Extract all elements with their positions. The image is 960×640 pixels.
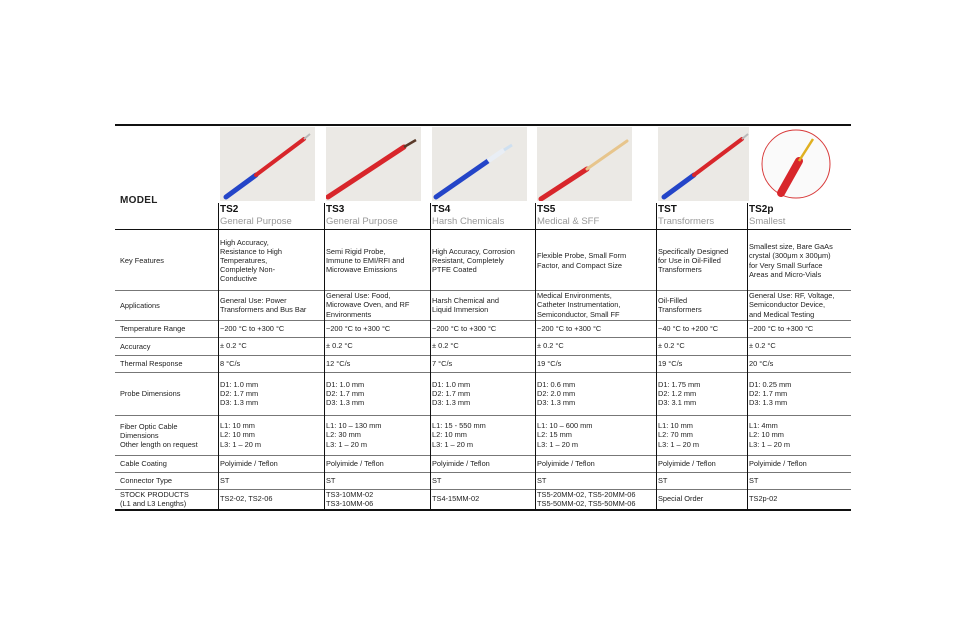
row-label: Cable Coating — [120, 459, 167, 468]
table-cell: High Accuracy, Resistance to High Temperatures, Completely Non- Conductive — [220, 237, 283, 284]
header-rule — [115, 229, 851, 230]
table-cell: ST — [432, 475, 442, 485]
blue-white-probe-icon — [432, 127, 527, 201]
table-cell: Semi Rigid Probe, Immune to EMI/RFI and Microwave Emissions — [326, 246, 405, 275]
red-tan-probe-icon — [537, 127, 632, 201]
row-divider — [115, 355, 851, 356]
red-blue-probe-icon — [220, 127, 315, 201]
row-divider — [115, 415, 851, 416]
row-label: Connector Type — [120, 476, 173, 485]
table-cell: L1: 10 – 130 mm L2: 30 mm L3: 1 – 20 m — [326, 421, 382, 449]
table-bottom-rule — [115, 509, 851, 511]
column-divider — [747, 203, 748, 509]
table-cell: −200 °C to +300 °C — [537, 323, 602, 333]
table-cell: 20 °C/s — [749, 358, 774, 368]
model-header-label: MODEL — [120, 195, 158, 206]
table-cell: TS2p-02 — [749, 494, 778, 504]
table-cell: 7 °C/s — [432, 358, 453, 368]
table-cell: Polyimide / Teflon — [432, 458, 490, 468]
model-subtitle: General Purpose — [220, 216, 292, 227]
table-cell: L1: 10 mm L2: 70 mm L3: 1 – 20 m — [658, 421, 700, 449]
row-label: Accuracy — [120, 341, 151, 351]
table-cell: ST — [326, 475, 336, 485]
model-name: TS3 — [326, 204, 345, 215]
table-cell: ± 0.2 °C — [537, 341, 564, 351]
row-label: Thermal Response — [120, 359, 183, 368]
table-cell: 19 °C/s — [658, 358, 683, 368]
table-cell: L1: 10 – 600 mm L2: 15 mm L3: 1 – 20 m — [537, 421, 593, 449]
model-name: TS4 — [432, 204, 451, 215]
table-cell: TS3-10MM-02 TS3-10MM-06 — [326, 490, 374, 509]
table-cell: L1: 10 mm L2: 10 mm L3: 1 – 20 m — [220, 421, 262, 449]
row-divider — [115, 455, 851, 456]
table-cell: General Use: Food, Microwave Oven, and RF Environments — [326, 291, 410, 319]
table-cell: ± 0.2 °C — [749, 341, 776, 351]
table-cell: Flexible Probe, Small Form Factor, and Compact Size — [537, 251, 627, 270]
row-label: Temperature Range — [120, 324, 186, 333]
column-divider — [656, 203, 657, 509]
table-cell: 19 °C/s — [537, 358, 562, 368]
table-cell: −200 °C to +300 °C — [749, 323, 814, 333]
table-cell: −200 °C to +300 °C — [326, 323, 391, 333]
table-cell: Polyimide / Teflon — [326, 458, 384, 468]
table-cell: ST — [658, 475, 668, 485]
table-cell: D1: 1.0 mm D2: 1.7 mm D3: 1.3 mm — [432, 379, 471, 408]
table-cell: −200 °C to +300 °C — [432, 323, 497, 333]
table-cell: General Use: RF, Voltage, Semiconductor Device, and Medical Testing — [749, 291, 835, 319]
table-cell: Special Order — [658, 494, 704, 504]
red-probe-icon — [326, 127, 421, 201]
model-subtitle: Transformers — [658, 216, 715, 227]
table-cell: ST — [537, 475, 547, 485]
row-divider — [115, 472, 851, 473]
column-divider — [324, 203, 325, 509]
table-cell: ST — [220, 475, 230, 485]
table-cell: L1: 15 - 550 mm L2: 10 mm L3: 1 – 20 m — [432, 421, 486, 449]
table-cell: D1: 1.0 mm D2: 1.7 mm D3: 1.3 mm — [220, 379, 259, 408]
column-divider — [218, 203, 219, 509]
row-divider — [115, 372, 851, 373]
table-cell: High Accuracy, Corrosion Resistant, Completely PTFE Coated — [432, 246, 515, 275]
red-blue-probe-icon — [658, 127, 753, 201]
row-divider — [115, 290, 851, 291]
table-cell: 8 °C/s — [220, 358, 241, 368]
row-label: Key Features — [120, 256, 164, 265]
table-cell: 12 °C/s — [326, 358, 351, 368]
row-divider — [115, 320, 851, 321]
table-cell: TS4-15MM-02 — [432, 494, 480, 504]
table-cell: Polyimide / Teflon — [220, 458, 278, 468]
row-divider — [115, 489, 851, 490]
model-subtitle: Medical & SFF — [537, 216, 600, 227]
model-name: TS2 — [220, 204, 239, 215]
table-cell: TS2-02, TS2-06 — [220, 494, 273, 504]
model-subtitle: General Purpose — [326, 216, 398, 227]
column-divider — [535, 203, 536, 509]
table-cell: D1: 1.75 mm D2: 1.2 mm D3: 3.1 mm — [658, 379, 701, 408]
table-cell: D1: 0.25 mm D2: 1.7 mm D3: 1.3 mm — [749, 379, 792, 408]
table-cell: ± 0.2 °C — [220, 341, 247, 351]
table-cell: Polyimide / Teflon — [537, 458, 595, 468]
table-cell: D1: 0.6 mm D2: 2.0 mm D3: 1.3 mm — [537, 379, 576, 408]
table-cell: Medical Environments, Catheter Instrumentation, Semiconductor, Small FF — [537, 291, 621, 319]
table-cell: Polyimide / Teflon — [749, 458, 807, 468]
table-cell: Harsh Chemical and Liquid Immersion — [432, 295, 499, 314]
row-label: STOCK PRODUCTS (L1 and L3 Lengths) — [120, 490, 189, 508]
table-cell: ± 0.2 °C — [326, 341, 353, 351]
model-name: TST — [658, 204, 677, 215]
table-cell: General Use: Power Transformers and Bus Bar — [220, 295, 307, 314]
table-cell: −200 °C to +300 °C — [220, 323, 285, 333]
table-cell: ± 0.2 °C — [432, 341, 459, 351]
red-yellow-probe-circle-icon — [749, 127, 844, 201]
table-cell: Oil-Filled Transformers — [658, 295, 702, 314]
table-cell: ST — [749, 475, 759, 485]
table-cell: Polyimide / Teflon — [658, 458, 716, 468]
table-cell: Smallest size, Bare GaAs crystal (300μm x 300μm) for Very Small Surface Areas and Micro-Vials — [749, 242, 833, 279]
model-subtitle: Harsh Chemicals — [432, 216, 505, 227]
table-cell: L1: 4mm L2: 10 mm L3: 1 – 20 m — [749, 421, 791, 449]
table-cell: TS5-20MM-02, TS5-20MM-06 TS5-50MM-02, TS5-50MM-06 — [537, 490, 636, 509]
row-label: Fiber Optic Cable Dimensions Other length on request — [120, 421, 198, 449]
table-cell: Specifically Designed for Use in Oil-Filled Transformers — [658, 246, 729, 275]
table-cell: −40 °C to +200 °C — [658, 323, 719, 333]
row-label: Applications — [120, 300, 160, 310]
table-top-rule — [115, 124, 851, 126]
model-name: TS5 — [537, 204, 556, 215]
table-cell: ± 0.2 °C — [658, 341, 685, 351]
model-name: TS2p — [749, 204, 774, 215]
model-subtitle: Smallest — [749, 216, 786, 227]
row-label: Probe Dimensions — [120, 389, 181, 398]
table-cell: D1: 1.0 mm D2: 1.7 mm D3: 1.3 mm — [326, 379, 365, 408]
row-divider — [115, 337, 851, 338]
column-divider — [430, 203, 431, 509]
